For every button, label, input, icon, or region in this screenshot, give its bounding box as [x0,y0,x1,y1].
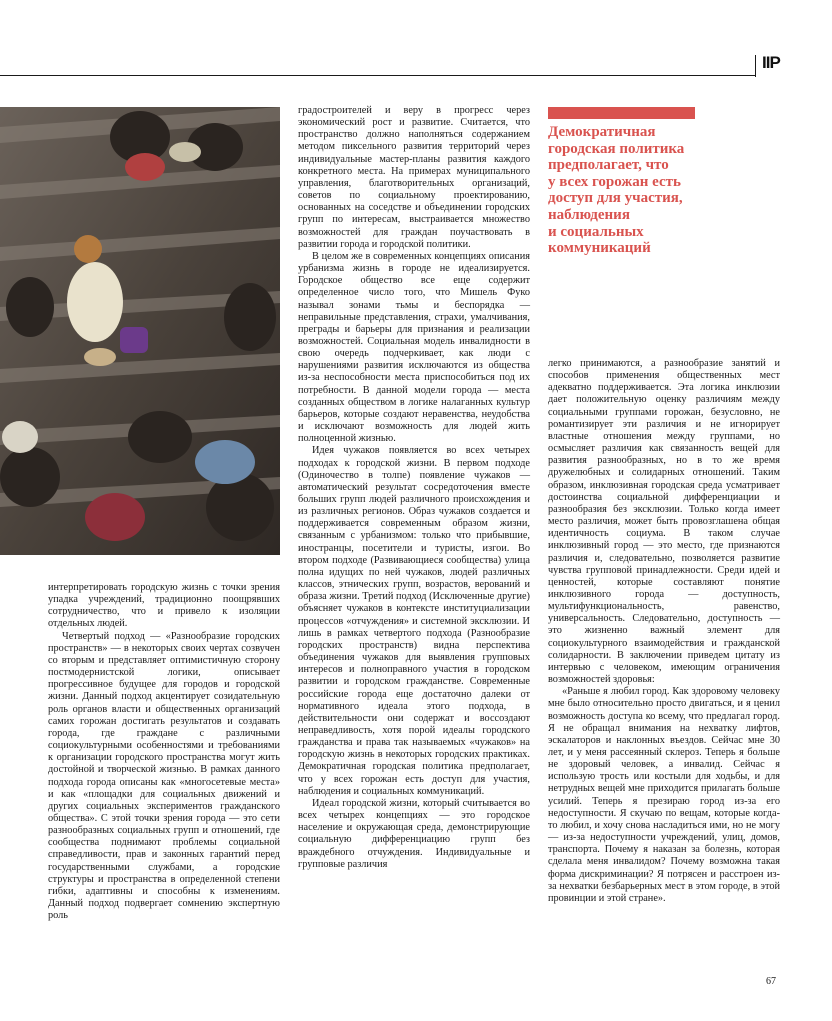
paragraph: градостроителей и веру в прогресс через экономический рост и развитие. Считается, что пространство должно наполняться содержанием методом пиксельного развития территорий через индивидуальные мастер-планы развития каждого конкретного места. На примерах муниципального управления, благотворительных организаций, советов по социальному проектированию, основанных на соседстве и объединении городских групп по интересам, выстраивается множество возможностей для граждан поучаствовать в развитии города и городской политики. [298,105,530,250]
paragraph: Четвертый подход — «Разнообразие городских пространств» — в некоторых своих чертах созвучен со вторым и представляет оптимистичную сторону постмодернистской логики, описывает прогрессивное будущее для городов и городской жизни. Данный подход акцентирует созидательную роль органов власти и общественных организаций самих горожан достигать результатов и создавать города, где граждане с различными социокультурными особенностями и требованиями к организации городского пространства могут жить достойной и творческой жизнью. В рамках данного подхода города описаны как «многосетевые места» и как «площадки для социальных движений и других социальных экспериментов гражданского общества». С этой точки зрения города — это сети разнообразных социальных групп и отношений, где сообщества поднимают проблемы социальной справедливости, прав и законных гарантий перед государственными службами, а городские структуры и пространства в определенной степени гибки, адаптивны и способны к изменениям. Данный подход подвергает сомнению экспертную роль [48,630,280,922]
stairs-photo [0,107,280,555]
magazine-logo: IIP [762,53,780,72]
page-number: 67 [766,976,776,987]
text-column-1 [48,582,280,922]
pullquote-line: предполагает, что [548,157,669,174]
pullquote-line: Демократичная [548,124,656,140]
text-column-2 [298,105,530,871]
pullquote-line: и социальных [548,223,644,240]
paragraph: интерпретировать городскую жизнь с точки зрения упадка учреждений, традиционно поощрявших сотрудничество, что и привело к изоляции отдельных людей. [48,582,280,630]
paragraph: В целом же в современных концепциях описания урбанизма жизнь в городе не идеализируется. Городское общество все еще содержит определенное число того, что Мишель Фуко называл зонами тьмы и беспорядка — неправильные представления, страхи, умалчивания, преграды и барьеры для признания и реализации возможностей. Социальная модель инвалидности в свою очередь подчеркивает, как люди с нарушениями развития исключаются из общества из-за неспособности места приспособиться под их потребности. В данной модели города — места созданных обществом в логике налаганных культур барьеров, которые создают неравенства, неудобства и исключают возможность для людей жить полноценной жизнью. [298,250,530,445]
pullquote-line: городская политика [548,140,685,157]
pullquote-line: у всех горожан есть [548,173,681,190]
header-separator [755,55,756,77]
paragraph: Идеал городской жизни, который считывается во всех четырех концепциях — это городское население и окружающая среда, демонстрирующие социальную дифференциацию групп без враждебного отчуждения. Индивидуальные и групповые различия [298,797,530,870]
pullquote [548,124,708,257]
paragraph: Идея чужаков появляется во всех четырех подходах к городской жизни. В первом подходе (Одиночество в толпе) появление чужаков — автоматический результат сосредоточения вместе больших групп людей различного происхождения и из различных регионов. Образ чужаков создается и поддерживается современным образом жизни, связанным с урбанизмом: только что прибывшие, иностранцы, посетители и туристы, изгои. Во втором подходе (Развивающиеся сообщества) улица полна идущих по ней чужаков, людей различных классов, этнических групп, возрастов, верований и образа жизни. Третий подход (Исключенные другие) объясняет чужаков в контексте институциализации процессов «отчуждения» и системной эксклюзии. И лишь в рамках четвертого подхода (Разнообразие городских пространств) видна перспектива объединения чужаков для выявления групповых интересов и полноправного участия в городском развитии и городском гражданстве. Современные российские города еще достаточно далеки от нормативного идеала этого подхода, в действительности они содержат и воссоздают неправедливость, хотя порой идеалы городского гражданства и права так называемых «чужаков» на городскую жизнь в некоторых городских практиках. Демократичная городская политика предполагает, что у всех горожан есть доступ для участия, наблюдения и социальных коммуникаций. [298,445,530,797]
pullquote-line: доступ для участия, [548,190,683,207]
header-rule [0,75,755,76]
paragraph: легко принимаются, а разнообразие занятий и способов применения общественных мест адекватно поддерживается. Эта логика инклюзии дает положительную оценку различиям между социальными группами горожан, безусловно, не романтизирует эти различия и не игнорирует властные отношения между группами, но осмысляет различия как связанность вещей для развития разнообразных, но в то же время дружелюбных и солидарных отношений. Таким образом, инклюзивная городская среда усматривает достоинства социальной дифференциации и разнообразия без эксклюзии. Только когда имеет место различия, может быть провозглашена общая идентичность социума. В таком случае инклюзивный город — это место, где признаются различия и, следовательно, позволяется развитие чувства групповой принадлежности. Среди идей и ценностей, которые составляют понятие инклюзивного города — доступность, мультифункциональность, равенство, универсальность. Следовательно, доступность — это жизненно важный элемент для социокультурного взаимодействия и гражданской солидарности. В заключении приведем цитату из интервью с человеком, имеющим ограничения возможностей здоровья: [548,358,780,686]
pullquote-line: наблюдения [548,206,630,223]
pullquote-accent-bar [548,107,695,119]
quote-paragraph: «Раньше я любил город. Как здоровому человеку мне было относительно просто двигаться, и я ценил возможность доступа ко всему, что предлагал город. Я не обращал внимания на нехватку лифтов, эскалаторов и наклонных въездов. Сейчас мне 30 лет, и у меня рассеянный склероз. Теперь я больше не здоровый человек, а инвалид. Сейчас я использую трость или костыли для ходьбы, и для нетрудных вещей мне приходится прилагать больше усилий. Теперь я презираю город из-за его недоступности. Я скучаю по вещам, которые когда-то любил, и хочу снова насладиться ими, но не могу — из-за недоступности учреждений, улиц, домов, транспорта. Почему я наказан за болезнь, которая сделала меня инвалидом? Почему возможна такая форма дискриминации? Я потрясен и расстроен из-за нехватки безбарьерных мест в этом городе, в этой провинции и этой стране». [548,686,780,904]
text-column-3 [548,358,780,905]
pullquote-line: коммуникаций [548,240,651,257]
